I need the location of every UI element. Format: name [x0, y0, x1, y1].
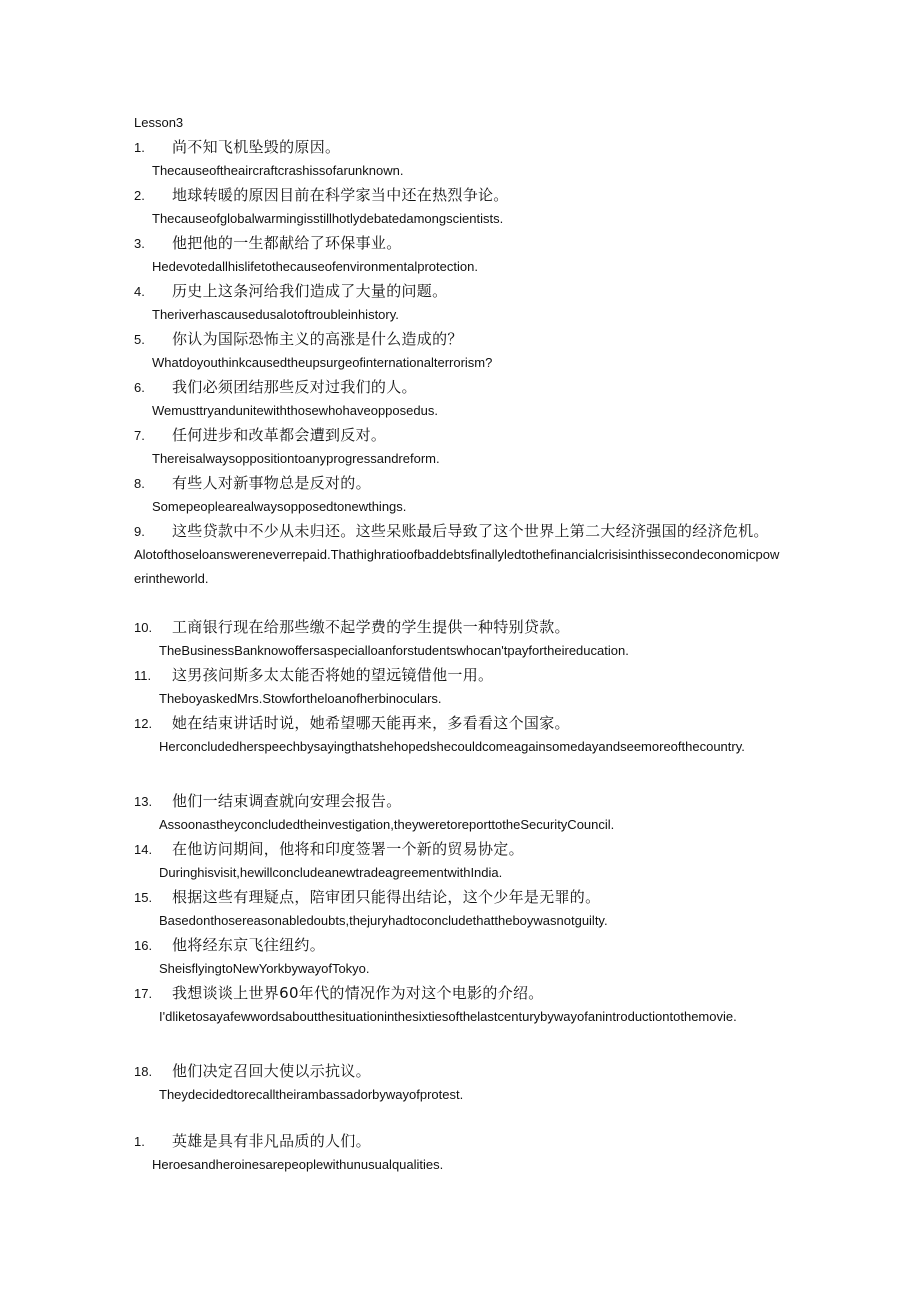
chinese-sentence: 工商银行现在给那些缴不起学费的学生提供一种特别贷款。 [172, 618, 570, 636]
sentence-item [134, 184, 794, 231]
chinese-sentence: 他把他的一生都献给了环保事业。 [172, 234, 402, 252]
chinese-sentence: 他们决定召回大使以示抗议。 [172, 1062, 371, 1080]
item-number: 12. [134, 716, 153, 731]
chinese-sentence: 任何进步和改革都会遭到反对。 [172, 426, 387, 444]
english-sentence: Heroesandheroinesarepeoplewithunusualqualities. [152, 1157, 444, 1172]
item-number: 17. [134, 986, 153, 1001]
english-sentence: Assoonastheyconcludedtheinvestigation,theyweretoreporttotheSecurityCouncil. [159, 817, 615, 832]
english-sentence: Wemusttryandunitewiththosewhohaveopposedus. [152, 403, 438, 418]
item-number: 3. [134, 236, 145, 251]
sentence-item [134, 424, 794, 471]
english-sentence: I'dliketosayafewwordsaboutthesituationinthesixtiesofthelastcenturybywayofanintroductiontothemovie. [159, 1009, 737, 1024]
sentence-item [134, 520, 794, 591]
english-sentence: Herconcludedherspeechbysayingthatshehopedshecouldcomeagainsomedayandseemoreofthecountry. [159, 739, 745, 754]
sentence-item [134, 1060, 794, 1107]
chinese-sentence: 你认为国际恐怖主义的高涨是什么造成的？ [172, 330, 463, 348]
chinese-sentence: 有些人对新事物总是反对的。 [172, 474, 371, 492]
item-number: 10. [134, 620, 153, 635]
item-number: 1. [134, 1134, 145, 1149]
chinese-sentence: 在他访问期间，他将和印度签署一个新的贸易协定。 [172, 840, 524, 858]
item-number: 13. [134, 794, 153, 809]
sentence-item [134, 376, 794, 423]
sentence-item [134, 790, 794, 837]
sentence-item [134, 838, 794, 885]
item-number: 18. [134, 1064, 153, 1079]
sentence-item [134, 982, 794, 1029]
item-number: 15. [134, 890, 153, 905]
chinese-sentence: 他将经东京飞往纽约。 [172, 936, 326, 954]
sentence-item [134, 328, 794, 375]
chinese-sentence: 这男孩问斯多太太能否将她的望远镜借他一用。 [172, 666, 494, 684]
english-sentence: Thecauseofglobalwarmingisstillhotlydebatedamongscientists. [152, 211, 504, 226]
item-number: 4. [134, 284, 145, 299]
sentence-item [134, 616, 794, 663]
chinese-sentence: 根据这些有理疑点，陪审团只能得出结论，这个少年是无罪的。 [172, 888, 601, 906]
sentence-item [134, 280, 794, 327]
item-number: 16. [134, 938, 153, 953]
english-sentence: TheBusinessBanknowoffersaspecialloanforstudentswhocan'tpayfortheireducation. [159, 643, 629, 658]
chinese-sentence: 地球转暖的原因目前在科学家当中还在热烈争论。 [172, 186, 509, 204]
english-sentence: Thereisalwaysoppositiontoanyprogressandreform. [152, 451, 440, 466]
english-sentence: TheboyaskedMrs.Stowfortheloanofherbinoculars. [159, 691, 442, 706]
sentence-item [134, 136, 794, 183]
item-number: 6. [134, 380, 145, 395]
sentence-item [134, 1130, 794, 1177]
english-sentence: Theriverhascausedusalotoftroubleinhistory. [152, 307, 399, 322]
item-number: 5. [134, 332, 145, 347]
item-number: 14. [134, 842, 153, 857]
chinese-sentence: 英雄是具有非凡品质的人们。 [172, 1132, 371, 1150]
sentence-item [134, 886, 794, 933]
item-number: 11. [134, 668, 152, 683]
english-sentence: Alotofthoseloanswereneverrepaid.Thathighratioofbaddebtsfinallyledtothefinancialcrisisinthissecondeconomicpowerintheworld. [134, 547, 780, 586]
page-title: Lesson3 [134, 115, 184, 130]
chinese-sentence: 尚不知飞机坠毁的原因。 [172, 138, 341, 156]
item-number: 7. [134, 428, 145, 443]
english-sentence: Hedevotedallhislifetothecauseofenvironmentalprotection. [152, 259, 478, 274]
sentence-item [134, 664, 794, 711]
sentence-item [134, 232, 794, 279]
english-sentence: Basedonthosereasonabledoubts,thejuryhadtoconcludethattheboywasnotguilty. [159, 913, 608, 928]
sentence-item [134, 712, 794, 759]
english-sentence: Theydecidedtorecalltheirambassadorbywayofprotest. [159, 1087, 464, 1102]
chinese-sentence: 他们一结束调查就向安理会报告。 [172, 792, 402, 810]
english-sentence: Duringhisvisit,hewillconcludeanewtradeagreementwithIndia. [159, 865, 503, 880]
english-sentence: SheisflyingtoNewYorkbywayofTokyo. [159, 961, 370, 976]
item-number: 8. [134, 476, 145, 491]
english-sentence: Thecauseoftheaircraftcrashissofarunknown. [152, 163, 404, 178]
item-number: 2. [134, 188, 145, 203]
chinese-sentence: 她在结束讲话时说，她希望哪天能再来，多看看这个国家。 [172, 714, 570, 732]
english-sentence: Somepeoplearealwaysopposedtonewthings. [152, 499, 407, 514]
sentence-item [134, 934, 794, 981]
chinese-sentence: 这些贷款中不少从未归还。这些呆账最后导致了这个世界上第二大经济强国的经济危机。 [172, 522, 769, 540]
english-sentence: Whatdoyouthinkcausedtheupsurgeofinternationalterrorism? [152, 355, 493, 370]
chinese-sentence: 历史上这条河给我们造成了大量的问题。 [172, 282, 448, 300]
sentence-item [134, 472, 794, 519]
item-number: 9. [134, 524, 145, 539]
chinese-sentence: 我想谈谈上世界60年代的情况作为对这个电影的介绍。 [172, 984, 544, 1002]
item-number: 1. [134, 140, 145, 155]
chinese-sentence: 我们必须团结那些反对过我们的人。 [172, 378, 417, 396]
